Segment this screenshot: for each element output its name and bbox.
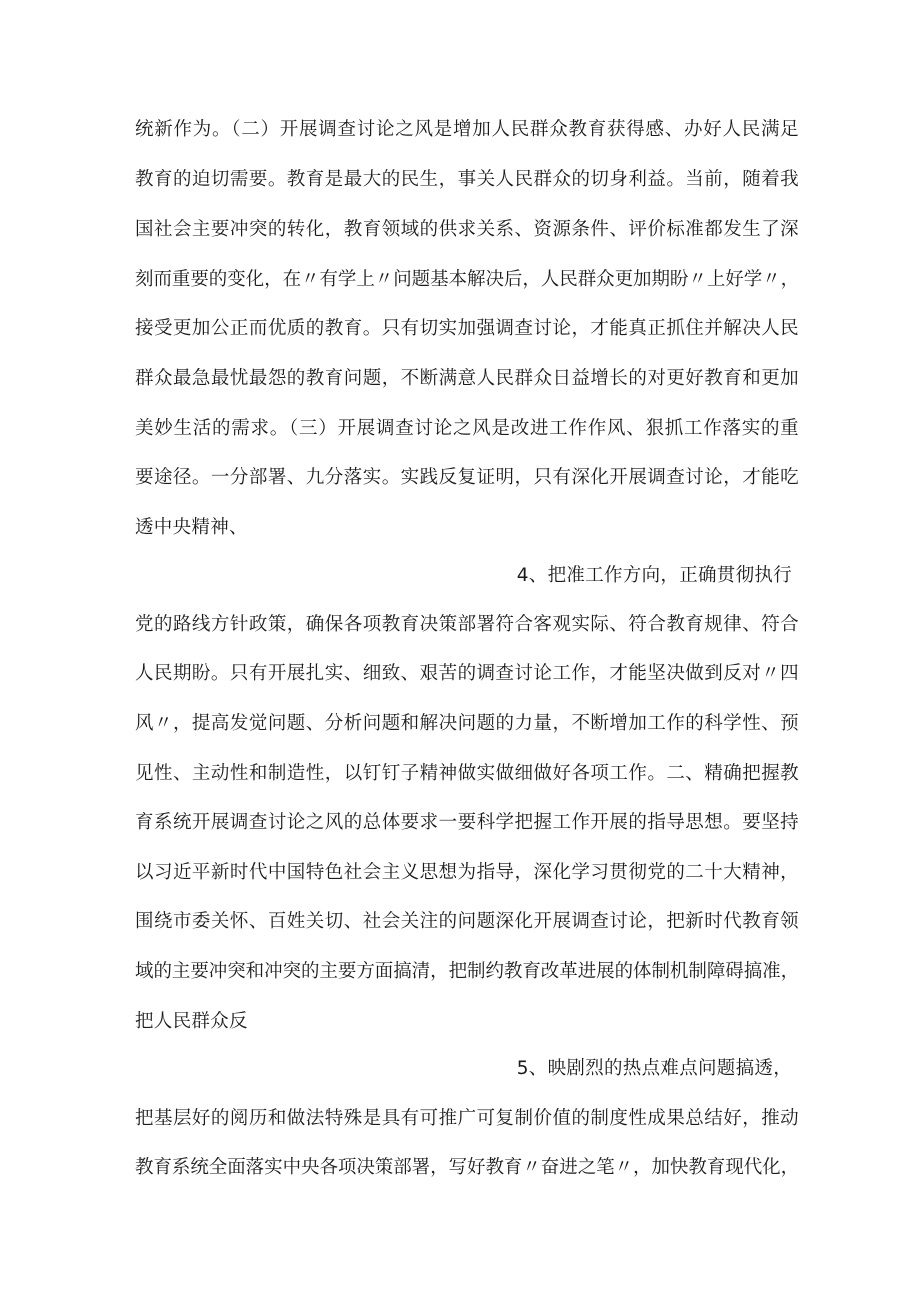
text-line: 把基层好的阅历和做法特殊是具有可推广可复制价值的制度性成果总结好，推动 — [135, 1108, 799, 1129]
text-line: 党的路线方针政策，确保各项教育决策部署符合客观实际、符合教育规律、符合 — [135, 614, 799, 635]
text-line: 美妙生活的需求。（三）开展调查讨论之风是改进工作作风、狠抓工作落实的重 — [135, 418, 799, 439]
text-line: 风〃，提高发觉问题、分析问题和解决问题的力量，不断增加工作的科学性、预 — [135, 713, 799, 734]
section-4-heading: 4、把准工作方向，正确贯彻执行 — [516, 565, 792, 586]
text-line: 透中央精神、 — [135, 517, 248, 538]
text-line: 见性、主动性和制造性，以钉钉子精神做实做细做好各项工作。二、精确把握教 — [135, 763, 799, 784]
text-line: 域的主要冲突和冲突的主要方面搞清，把制约教育改革进展的体制机制障碍搞准， — [135, 961, 799, 982]
text-line: 围绕市委关怀、百姓关切、社会关注的问题深化开展调查讨论，把新时代教育领 — [135, 911, 799, 932]
text-line: 群众最急最忧最怨的教育问题，不断满意人民群众日益增长的对更好教育和更加 — [135, 368, 799, 389]
text-line: 接受更加公正而优质的教育。只有切实加强调查讨论，才能真正抓住并解决人民 — [135, 318, 799, 339]
text-line: 要途径。一分部署、九分落实。实践反复证明，只有深化开展调查讨论，才能吃 — [135, 467, 799, 488]
text-line: 育系统开展调查讨论之风的总体要求一要科学把握工作开展的指导思想。要坚持 — [135, 812, 799, 833]
text-line: 把人民群众反 — [135, 1011, 248, 1032]
text-line: 人民期盼。只有开展扎实、细致、艰苦的调查讨论工作，才能坚决做到反对〃四 — [135, 663, 799, 684]
text-line: 以习近平新时代中国特色社会主义思想为指导，深化学习贯彻党的二十大精神， — [135, 862, 799, 883]
section-5-heading: 5、映剧烈的热点难点问题搞透， — [516, 1058, 792, 1079]
text-line: 国社会主要冲突的转化，教育领域的供求关系、资源条件、评价标准都发生了深 — [135, 219, 799, 240]
text-line: 教育的迫切需要。教育是最大的民生，事关人民群众的切身利益。当前，随着我 — [135, 169, 799, 190]
text-line: 统新作为。（二）开展调查讨论之风是增加人民群众教育获得感、办好人民满足 — [135, 119, 799, 140]
text-line: 教育系统全面落实中央各项决策部署，写好教育〃奋进之笔〃，加快教育现代化， — [135, 1157, 799, 1178]
text-line: 刻而重要的变化，在〃有学上〃问题基本解决后，人民群众更加期盼〃上好学〃， — [135, 269, 799, 290]
